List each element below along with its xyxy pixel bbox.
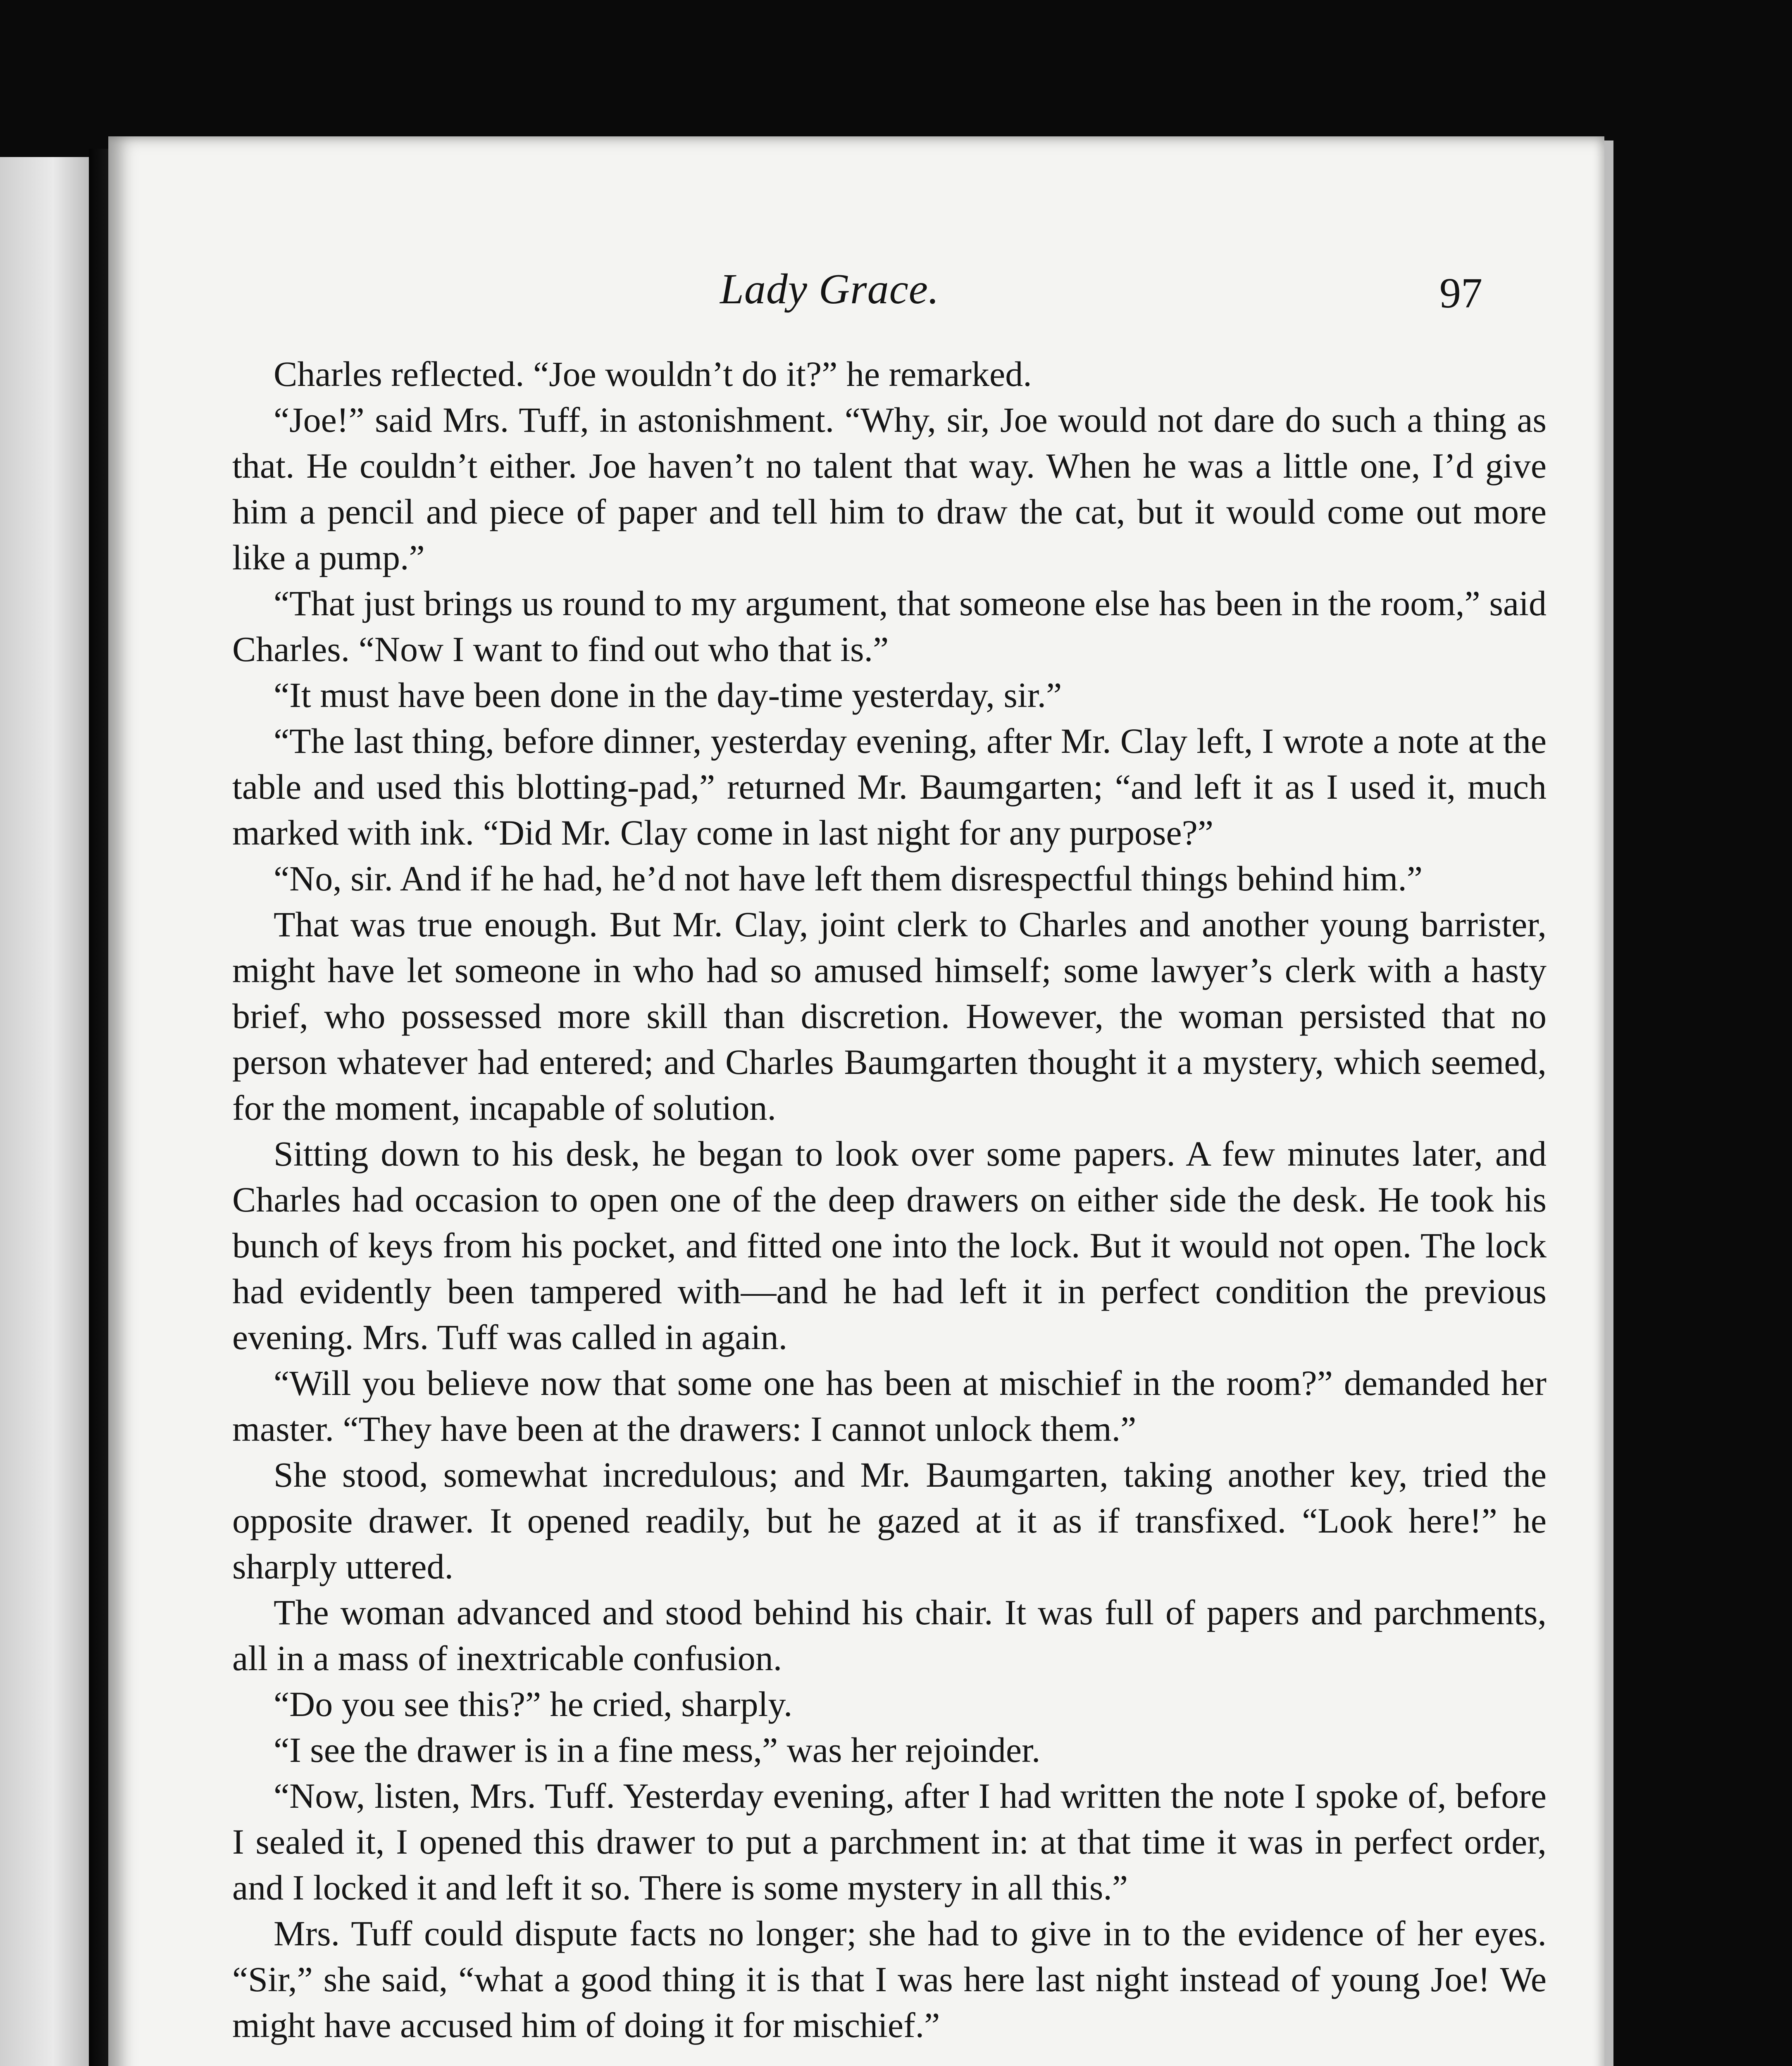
paragraph: Charles reflected. “Joe wouldn’t do it?” he remarked. <box>274 354 1032 394</box>
paragraph: “That just brings us round to my argument, that someone else has been in the room,” said Charles. “Now I want to find out who that is.” <box>232 583 1547 669</box>
paragraph: “It must have been done in the day-time yesterday, sir.” <box>274 675 1062 715</box>
page-number: 97 <box>1439 269 1482 317</box>
paragraph: “The last thing, before dinner, yesterday evening, after Mr. Clay left, I wrote a note at the table and used this blotting-pad,” returned Mr. Baumgarten; “and left it as I used it, much marked with ink. “Did Mr. Clay come in last night for any purpose?” <box>232 721 1547 852</box>
facing-page-edge <box>0 157 91 2066</box>
paragraph: The woman advanced and stood behind his chair. It was full of papers and parchments, all in a mass of inextricable confusion. <box>232 1592 1547 1678</box>
paragraph: “I see the drawer is in a fine mess,” was her rejoinder. <box>274 1730 1041 1770</box>
page-edge <box>1604 140 1613 2066</box>
paragraph: “Joe!” said Mrs. Tuff, in astonishment. “Why, sir, Joe would not dare do such a thing as that. He couldn’t either. Joe haven’t no talent that way. When he was a little one, I’d give him a pencil and piece of paper and tell him to draw the cat, but it would come out more like a pump.” <box>232 400 1547 577</box>
page-header <box>108 264 1604 331</box>
paragraph: “Now, listen, Mrs. Tuff. Yesterday evening, after I had written the note I spoke of, before I sealed it, I opened this drawer to put a parchment in: at that time it was in perfect order, and I locked it and left it so. There is some mystery in all this.” <box>232 1776 1547 1907</box>
paragraph: She stood, somewhat incredulous; and Mr. Baumgarten, taking another key, tried the opposite drawer. It opened readily, but he gazed at it as if transfixed. “Look here!” he sharply uttered. <box>232 1455 1547 1586</box>
paragraph: “Do you see this?” he cried, sharply. <box>274 1684 793 1724</box>
paragraph: Mrs. Tuff could dispute facts no longer; she had to give in to the evidence of her eyes. “Sir,” she said, “what a good thing it is that I was here last night instead of young Joe! We might have accused him of doing it for mischief.” <box>232 1914 1547 2045</box>
paragraph: Sitting down to his desk, he began to look over some papers. A few minutes later, and Charles had occasion to open one of the deep drawers on either side the desk. He took his bunch of keys from his pocket, and fitted one into the lock. But it would not open. The lock had evidently been tampered with—and he had left it in perfect condition the previous evening. Mrs. Tuff was called in again. <box>232 1134 1547 1357</box>
book-page <box>108 136 1604 2066</box>
paragraph: “No, sir. And if he had, he’d not have left them disrespectful things behind him.” <box>274 859 1423 898</box>
paragraph: “Will you believe now that some one has been at mischief in the room?” demanded her master. “They have been at the drawers: I cannot unlock them.” <box>232 1363 1547 1449</box>
paragraph: That was true enough. But Mr. Clay, joint clerk to Charles and another young barrister, might have let someone in who had so amused himself; some lawyer’s clerk with a hasty brief, who possessed more skill than discretion. However, the woman persisted that no person whatever had entered; and Charles Baumgarten thought it a mystery, which seemed, for the moment, incapable of solution. <box>232 904 1547 1128</box>
body-text <box>232 351 1547 2048</box>
running-title: Lady Grace. <box>720 265 939 313</box>
